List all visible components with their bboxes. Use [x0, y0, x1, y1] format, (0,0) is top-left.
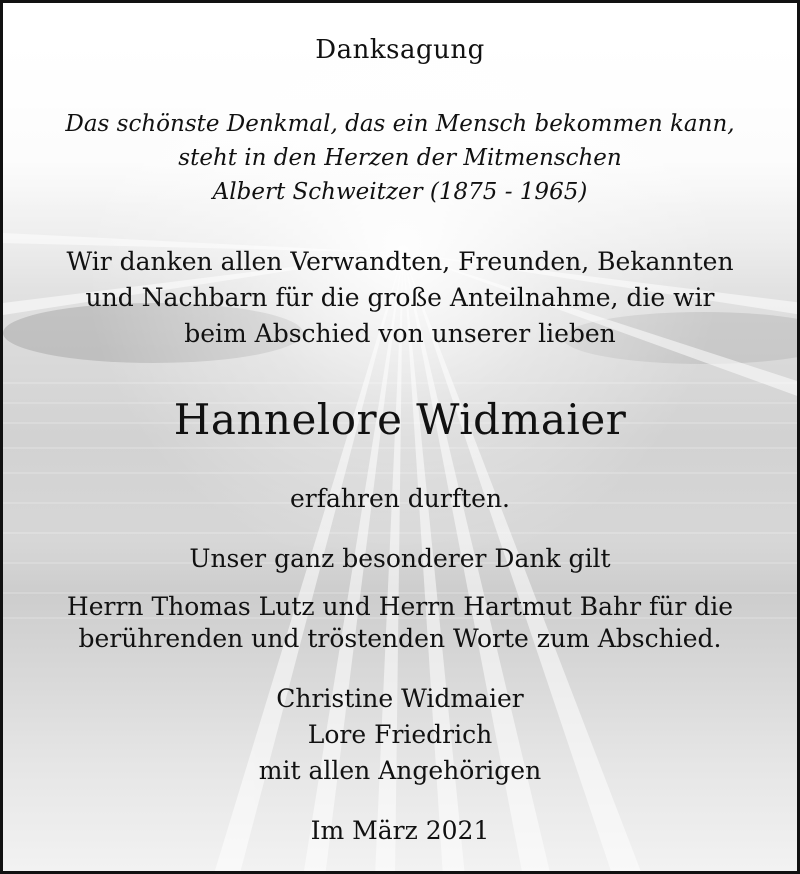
thanks-line-3: beim Abschied von unserer lieben — [184, 319, 616, 348]
quote-line-1: Das schönste Denkmal, das ein Mensch bekommen kann, — [65, 111, 735, 137]
quote-line-2: steht in den Herzen der Mitmenschen — [178, 145, 622, 171]
thanks-line-2: und Nachbarn für die große Anteilnahme, die wir — [85, 283, 715, 312]
special-thanks-line-2: Herrn Thomas Lutz und Herrn Hartmut Bahr für die — [66, 592, 734, 621]
special-thanks-line-3: berührenden und tröstenden Worte zum Abschied. — [78, 624, 722, 653]
quote-attribution: Albert Schweitzer (1875 - 1965) — [212, 179, 588, 205]
thanks-end: erfahren durften. — [290, 484, 510, 513]
notice-date: Im März 2021 — [310, 816, 490, 845]
thanks-line-1: Wir danken allen Verwandten, Freunden, Bekannten — [66, 247, 734, 276]
notice-title: Danksagung — [315, 35, 485, 65]
deceased-name: Hannelore Widmaier — [173, 395, 627, 444]
signatory-3: mit allen Angehörigen — [258, 756, 542, 785]
special-thanks-line-1: Unser ganz besonderer Dank gilt — [189, 544, 611, 573]
signatory-1: Christine Widmaier — [276, 684, 524, 713]
signatory-2: Lore Friedrich — [307, 720, 493, 749]
